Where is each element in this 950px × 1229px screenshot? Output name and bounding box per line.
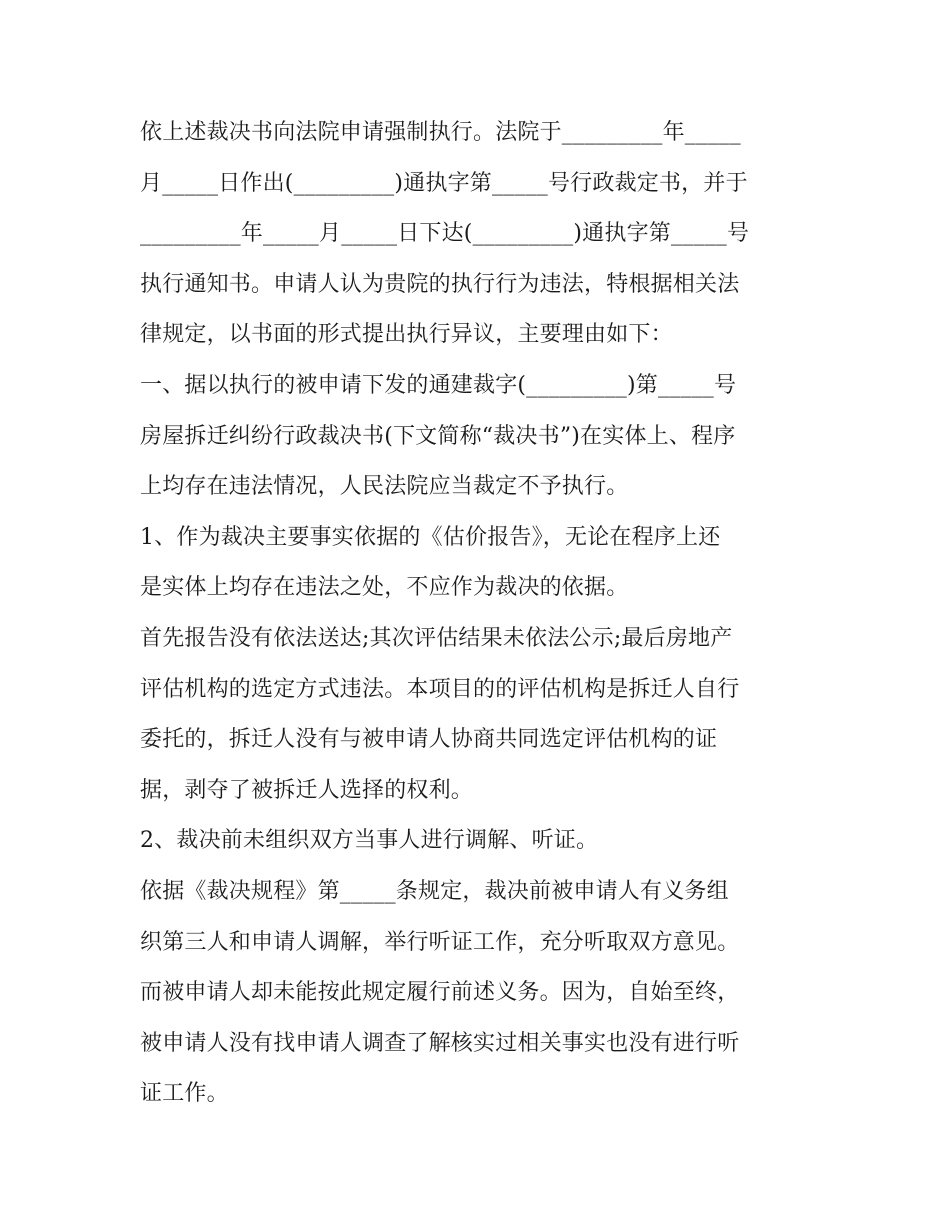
text-line: 据，剥夺了被拆迁人选择的权利。 <box>140 777 474 803</box>
text-line: 上均存在违法情况，人民法院应当裁定不予执行。 <box>140 474 629 500</box>
text-line: 评估机构的选定方式违法。本项目的的评估机构是拆迁人自行 <box>140 676 740 702</box>
text-line: 委托的，拆迁人没有与被申请人协商共同选定评估机构的证 <box>140 727 718 753</box>
text-line: 律规定，以书面的形式提出执行异议，主要理由如下： <box>140 322 673 348</box>
text-line: 被申请人没有找申请人调查了解核实过相关事实也没有进行听 <box>140 1030 740 1056</box>
text-line: 1、作为裁决主要事实依据的《估价报告》，无论在程序上还 <box>140 524 721 550</box>
document-body <box>140 108 820 1120</box>
text-line: 而被申请人却未能按此规定履行前述义务。因为，自始至终， <box>140 980 740 1006</box>
text-line: 是实体上均存在违法之处，不应作为裁决的依据。 <box>140 575 629 601</box>
text-line: 依据《裁决规程》第_____条规定，裁决前被申请人有义务组 <box>140 878 729 904</box>
text-line: 首先报告没有依法送达;其次评估结果未依法公示;最后房地产 <box>140 625 733 651</box>
text-line: 执行通知书。申请人认为贵院的执行行为违法，特根据相关法 <box>140 271 740 297</box>
text-line: 房屋拆迁纠纷行政裁决书(下文简称“裁决书”)在实体上、程序 <box>140 423 736 449</box>
text-line: 证工作。 <box>140 1081 229 1107</box>
text-line: 2、裁决前未组织双方当事人进行调解、听证。 <box>140 828 599 854</box>
text-line: 依上述裁决书向法院申请强制执行。法院于_________年_____ <box>140 120 741 145</box>
text-line: 月_____日作出(_________)通执字第_____号行政裁定书，并于 <box>140 170 748 196</box>
text-line: 织第三人和申请人调解，举行听证工作，充分听取双方意见。 <box>140 929 740 955</box>
text-line: _________年_____月_____日下达(_________)通执字第_____号 <box>140 221 750 247</box>
text-line: 一、据以执行的被申请下发的通建裁字(_________)第_____号 <box>140 372 737 398</box>
